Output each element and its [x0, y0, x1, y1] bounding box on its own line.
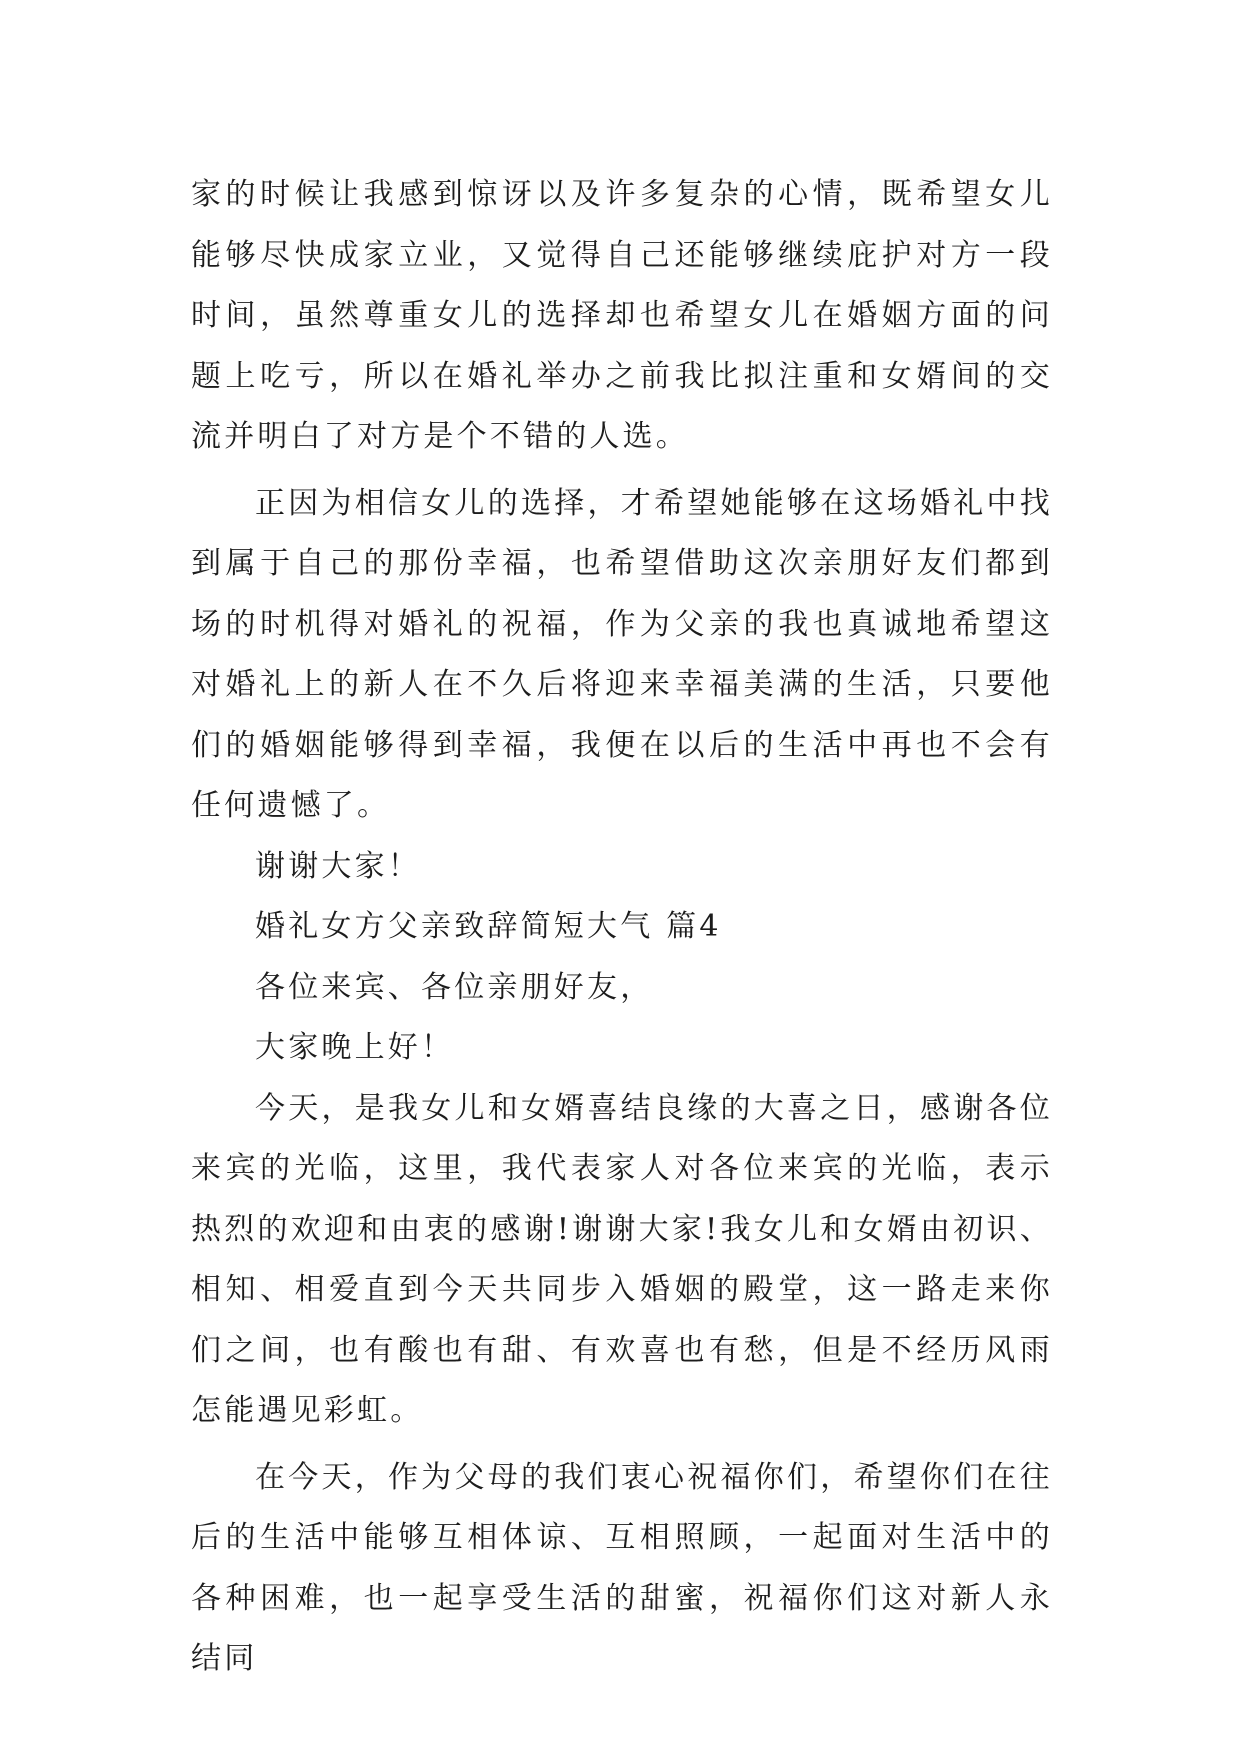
section-heading: 婚礼女方父亲致辞简短大气 篇4: [255, 909, 722, 944]
paragraph: 正因为相信女儿的选择，才希望她能够在这场婚礼中找到属于自己的那份幸福，也希望借助这次亲朋好友们都到场的时机得对婚礼的祝福，作为父亲的我也真诚地希望这对婚礼上的新人在不久后将迎来幸福美满的生活，只要他们的婚姻能够得到幸福，我便在以后的生活中再也不会有任何遗憾了。: [191, 485, 1053, 823]
paragraph-continued: 家的时候让我感到惊讶以及许多复杂的心情，既希望女儿能够尽快成家立业，又觉得自己还能够继续庇护对方一段时间，虽然尊重女儿的选择却也希望女儿在婚姻方面的问题上吃亏，所以在婚礼举办之前我比拟注重和女婿间的交流并明白了对方是个不错的人选。: [191, 177, 1053, 454]
salutation: 各位来宾、各位亲朋好友，: [255, 969, 654, 1005]
closing-thanks: 谢谢大家！: [255, 848, 421, 884]
document-body: [191, 165, 1053, 1690]
greeting: 大家晚上好！: [255, 1030, 455, 1065]
paragraph: 在今天，作为父母的我们衷心祝福你们，希望你们在往后的生活中能够互相体谅、互相照顾，一起面对生活中的各种困难，也一起享受生活的甜蜜，祝福你们这对新人永结同: [191, 1459, 1053, 1676]
paragraph: 今天，是我女儿和女婿喜结良缘的大喜之日，感谢各位来宾的光临，这里，我代表家人对各位来宾的光临，表示热烈的欢迎和由衷的感谢!谢谢大家!我女儿和女婿由初识、相知、相爱直到今天共同步入婚姻的殿堂，这一路走来你们之间，也有酸也有甜、有欢喜也有愁，但是不经历风雨怎能遇见彩虹。: [191, 1090, 1053, 1428]
